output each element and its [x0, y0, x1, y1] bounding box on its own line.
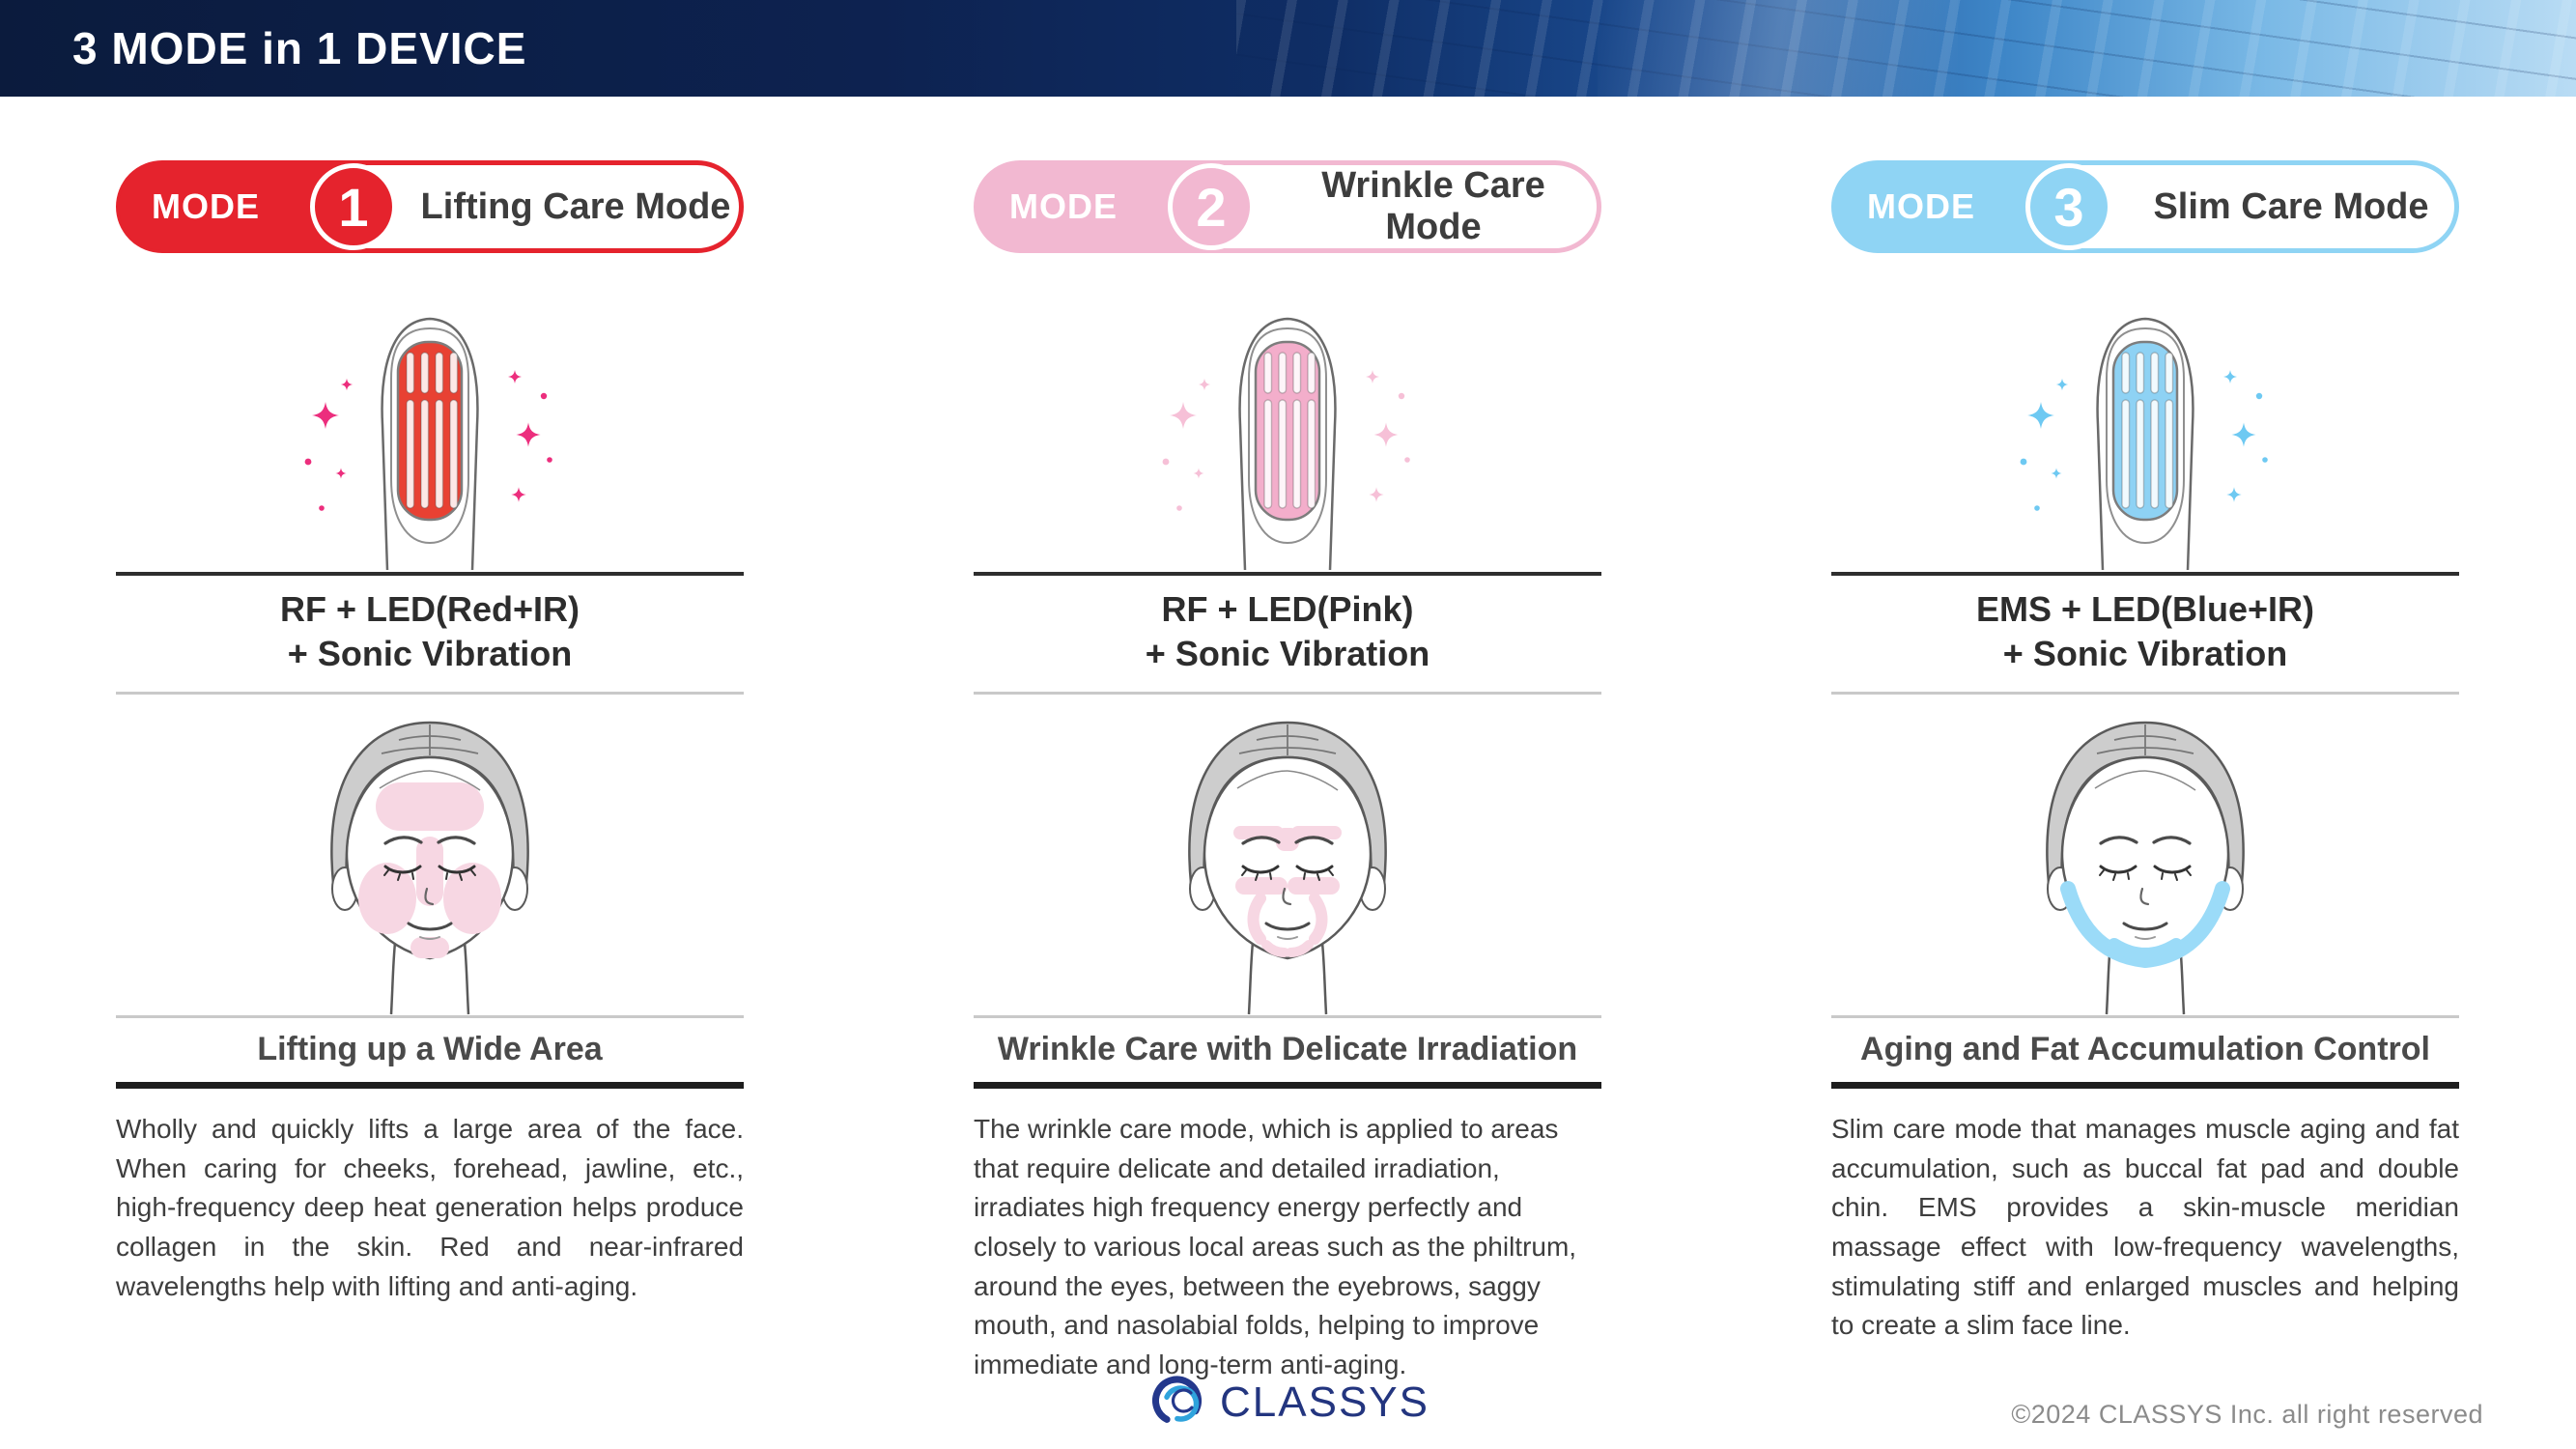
face-illustration	[974, 695, 1601, 1015]
benefit-title: Aging and Fat Accumulation Control	[1860, 1031, 2430, 1068]
tech-line1: RF + LED(Pink)	[1161, 589, 1414, 629]
mode-columns	[0, 97, 2576, 1384]
tech-line1: RF + LED(Red+IR)	[279, 589, 580, 629]
mode-column-lifting	[116, 97, 744, 1384]
benefit-title: Wrinkle Care with Delicate Irradiation	[997, 1031, 1578, 1068]
mode-badge-label: MODE	[977, 163, 1230, 250]
page-title: 3 MODE in 1 DEVICE	[72, 23, 527, 73]
mode-name: Wrinkle Care Mode	[1321, 165, 1545, 247]
tech-line2: + Sonic Vibration	[1145, 634, 1430, 674]
mode-number-badge: 2	[1168, 163, 1255, 250]
benefit-heading-block	[116, 1015, 744, 1089]
mode-name: Lifting Care Mode	[420, 185, 731, 227]
mode-column-wrinkle	[974, 97, 1601, 1384]
mode-number-badge: 3	[2025, 163, 2112, 250]
tech-label-block	[116, 572, 744, 695]
mode-badge-label: MODE	[1834, 163, 2087, 250]
brand-name: CLASSYS	[1220, 1378, 1430, 1426]
mode-badge	[116, 160, 744, 253]
copyright-text: ©2024 CLASSYS Inc. all right reserved	[2011, 1400, 2483, 1429]
benefit-title: Lifting up a Wide Area	[257, 1031, 603, 1068]
mode-description: Wholly and quickly lifts a large area of the face. When caring for cheeks, forehead, jawline, etc., high-frequency deep heat generation helps produce collagen in the skin. Red and near-infrared wavelengths help with lifting and anti-aging.	[116, 1114, 744, 1301]
tech-label-block	[1831, 572, 2459, 695]
benefit-heading-block	[974, 1015, 1601, 1089]
header-banner	[0, 0, 2576, 97]
brand-logo	[1146, 1372, 1430, 1434]
device-head-illustration	[1831, 294, 2459, 572]
device-head-illustration	[974, 294, 1601, 572]
mode-badge	[1831, 160, 2459, 253]
tech-line1: EMS + LED(Blue+IR)	[1975, 589, 2315, 629]
face-illustration	[1831, 695, 2459, 1015]
device-head-illustration	[116, 294, 744, 572]
tech-label-block	[974, 572, 1601, 695]
face-illustration	[116, 695, 744, 1015]
classys-swirl-icon	[1146, 1372, 1208, 1434]
mode-column-slim	[1831, 97, 2459, 1384]
mode-badge-label: MODE	[119, 163, 372, 250]
mode-name: Slim Care Mode	[2153, 185, 2429, 227]
benefit-heading-block	[1831, 1015, 2459, 1089]
tech-line2: + Sonic Vibration	[2002, 634, 2288, 674]
tech-line2: + Sonic Vibration	[287, 634, 573, 674]
mode-number-badge: 1	[310, 163, 397, 250]
mode-description: The wrinkle care mode, which is applied to areas that require delicate and detailed irradiation, irradiates high frequency energy perfectly and closely to various local areas such as the philtrum, around the eyes, between the eyebrows, saggy mouth, and nasolabial folds, helping to improve immediate and long-term anti-aging.	[974, 1114, 1577, 1379]
mode-badge	[974, 160, 1601, 253]
mode-description: Slim care mode that manages muscle aging and fat accumulation, such as buccal fat pad and double chin. EMS provides a skin-muscle meridian massage effect with low-frequency wavelengths, stimulating stiff and enlarged muscles and helping to create a slim face line.	[1831, 1114, 2459, 1341]
